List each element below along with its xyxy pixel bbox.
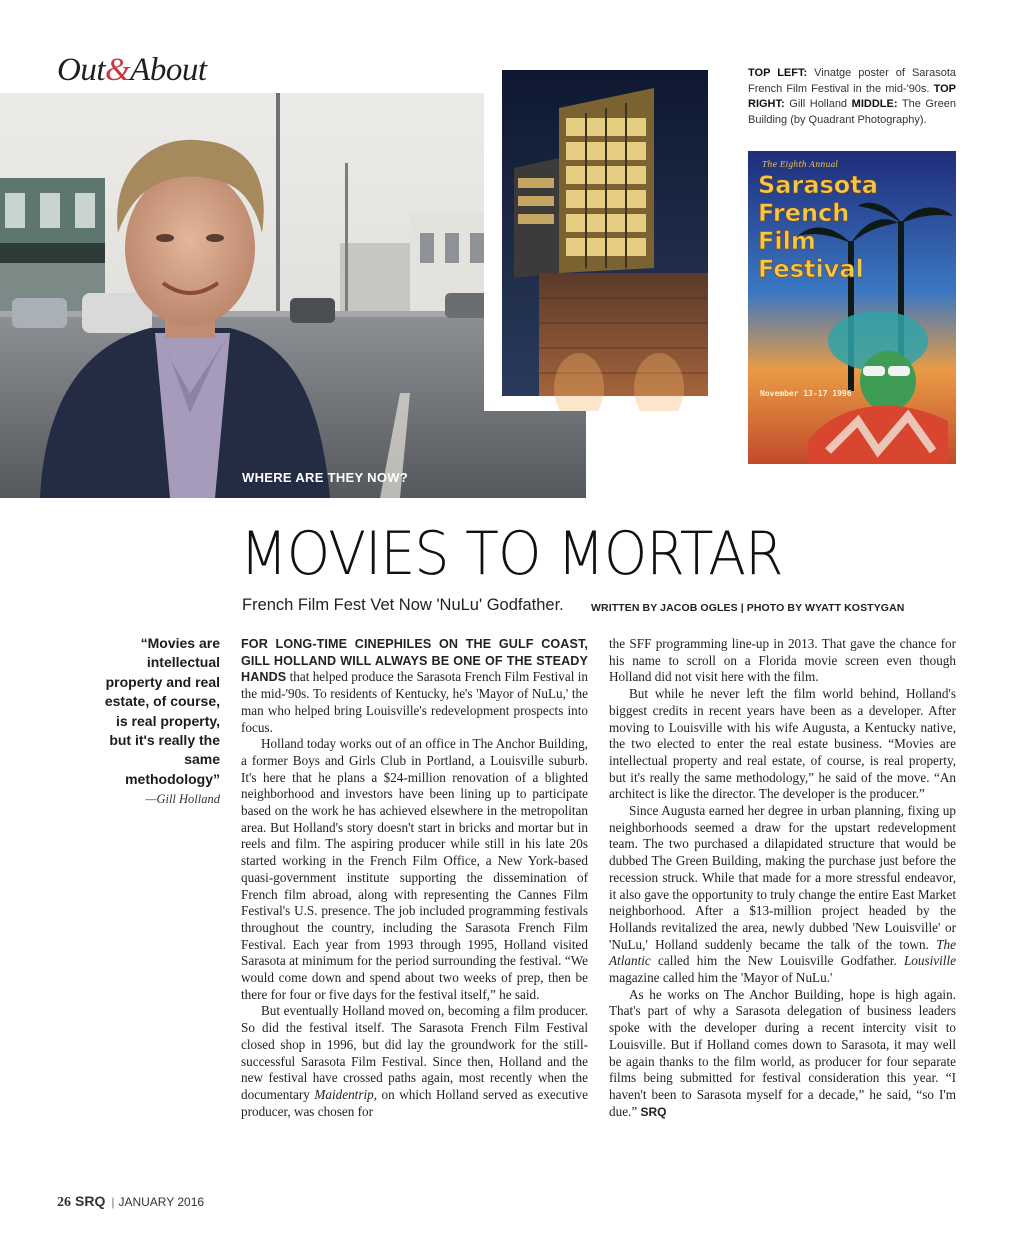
poster-illustration	[748, 151, 956, 464]
article-paragraph-4: But while he never left the film world behind, Holland's biggest credits in recent years have been as a developer. After moving to Louisville with his wife Augusta, a Kentucky native, the two elected to enter the real estate business. “Movies are intellectual property and real estate, of course, is real property, but it's really the same methodology,” he said of the move. “An architect is like the director. The developer is the producer.”	[609, 686, 956, 802]
article-paragraph-1-text: that helped produce the Sarasota French Film Festival in the mid-'90s. To residents of Kentucky, he's 'Mayor of NuLu,' the man who helped bring Louisville's redevelopment prospects into focus.	[241, 669, 588, 735]
poster-small-title: The Eighth Annual	[762, 160, 838, 169]
folio-divider: |	[111, 1195, 115, 1209]
caption-text-top-right: Gill Holland	[784, 98, 852, 110]
section-title	[57, 52, 207, 89]
article-paragraph-2: Holland today works out of an office in The Anchor Building, a former Boys and Girls Club in Portland, a Louisville suburb. It's here that he plans a $24-million renovation of a blighted neighborhood and investors have been lining up to participate based on the work he has achieved elsewhere in the metropolitan area. But Holland's story doesn't start in bricks and mortar but in reels and film. The aspiring producer while still in his late 20s started working in the French Film Office, a New York-based quasi-government institute supporting the dissemination of French film abroad, along with representing the Cannes Film Festival's U.S. presence. The job included programming festivals throughout the country, including the Sarasota French Film Festival. Each year from 1993 through 1995, Holland visited Sarasota at minimum for the period surrounding the festival. “We would come down and spend about two weeks of prep, then be there for four or five days for the festival itself,” he said.	[241, 736, 588, 1002]
pull-quote: “Movies are intellectual property and real estate, of course, is real property, but it's really the same methodology”	[104, 635, 220, 787]
caption-label-top-right: TOP RIGHT:	[748, 82, 956, 110]
poster-dates: November 13-17 1996	[760, 389, 852, 398]
article-paragraph-5-text-b: called him the New Louisville Godfather.	[650, 953, 904, 969]
caption-label-middle: MIDDLE:	[851, 98, 898, 110]
caption-label-top-left: TOP LEFT:	[748, 67, 808, 79]
article-paragraph-5-text-c: magazine called him the 'Mayor of NuLu.'	[609, 970, 833, 986]
article-column-2	[609, 636, 956, 1120]
folio-magazine: SRQ	[75, 1193, 106, 1209]
article-paragraph-3-text-b: , on which Holland served as executive producer, was chosen for	[241, 1086, 589, 1119]
section-title-ampersand: &	[105, 52, 131, 88]
article-paragraph-5	[609, 803, 956, 987]
section-title-about: About	[130, 52, 207, 88]
poster-title-line-3: Film	[758, 227, 816, 255]
article-paragraph-3	[241, 1003, 588, 1120]
article-deck: French Film Fest Vet Now 'NuLu' Godfather.	[242, 596, 564, 614]
article-paragraph-6-text: As he works on The Anchor Building, hope is high again. That's part of why a Sarasota delegation of business leaders spoke with the developer during a recent intercity visit to Louisville. But if Holland comes down to Sarasota, it may well be again thanks to the film world, as producer for four separate films being submitted for festival consideration this year. “I haven't been to Sarasota myself for a decade,” he said, “so I'm due.”	[609, 986, 956, 1119]
caption-text-top-left: Vinatge poster of Sarasota French Film Festival in the mid-'90s.	[748, 67, 957, 95]
article-paragraph-1	[241, 636, 588, 736]
page-folio	[57, 1193, 204, 1211]
poster-title-line-2: French	[758, 199, 850, 227]
article-publication-1: The Atlantic	[609, 936, 956, 969]
article-paragraph-3-continued: the SFF programming line-up in 2013. That gave the chance for his name to scroll on a Florida movie screen even though Holland did not visit here with the film.	[609, 636, 956, 685]
caption-text-middle: The Green Building (by Quadrant Photography).	[748, 98, 956, 126]
pull-quote-attribution: —Gill Holland	[145, 792, 220, 806]
article-film-title: Maidentrip	[314, 1086, 374, 1102]
green-building-illustration	[484, 58, 726, 411]
article-publication-2: Lousiville	[903, 953, 956, 969]
article-byline: WRITTEN BY JACOB OGLES | PHOTO BY WYATT KOSTYGAN	[591, 602, 905, 614]
folio-issue: JANUARY 2016	[118, 1195, 205, 1209]
film-festival-poster	[748, 151, 956, 464]
article-paragraph-5-text-a: Since Augusta earned her degree in urban planning, fixing up neighborhoods seemed a draw for the upstart redevelopment team. The two purchased a dilapidated structure that would be dubbed The Green Building, making the purchase just before the recession struck. While that made for a more stressful endeavor, it also gave the opportunity to truly change the entire East Market neighborhood. After a $13-million project headed by the Hollands revitalized the area, newly dubbed 'New Louisville' or 'NuLu,' Holland suddenly became the talk of the town.	[609, 803, 956, 952]
article-end-mark: SRQ	[640, 1104, 667, 1119]
green-building-photo	[484, 58, 726, 411]
article-lead-in: FOR LONG-TIME CINEPHILES ON THE GULF COAST, GILL HOLLAND WILL ALWAYS BE ONE OF THE STEADY HANDS	[241, 637, 588, 685]
photo-label: WHERE ARE THEY NOW?	[242, 470, 409, 485]
article-paragraph-6	[609, 987, 956, 1121]
page-number: 26	[57, 1195, 71, 1210]
photo-caption	[748, 66, 956, 128]
section-title-out: Out	[57, 52, 105, 88]
article-headline: MOVIES TO MORTAR	[240, 519, 783, 589]
poster-title-line-4: Festival	[758, 255, 864, 283]
poster-title-line-1: Sarasota	[758, 171, 878, 199]
article-paragraph-3-text-a: But eventually Holland moved on, becoming a film producer. So did the festival itself. The Sarasota French Film Festival closed shop in 1996, but did lay the groundwork for the still-successful Sarasota Film Festival. Since then, Holland and the new festival have crossed paths again, most recently when the documentary	[241, 1003, 588, 1102]
article-column-1	[241, 636, 588, 1120]
